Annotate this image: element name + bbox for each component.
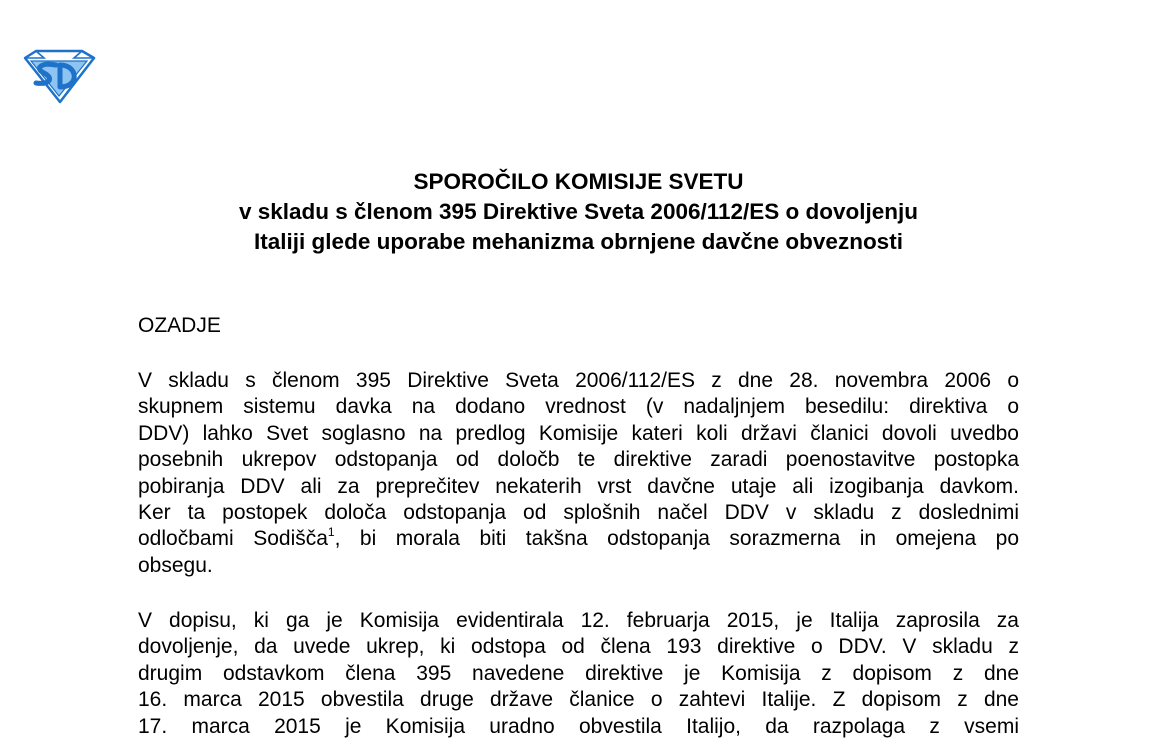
- paragraph-line: [138, 526, 1019, 552]
- paragraph-line: skupnem sistemu davka na dodano vrednost (v nadaljnjem besedilu: direktiva o: [138, 395, 1019, 419]
- line-text: odločbami Sodišča: [138, 527, 328, 551]
- section-heading: OZADJE: [138, 314, 221, 337]
- paragraph-request: [138, 608, 1019, 740]
- paragraph-line: V dopisu, ki ga je Komisija evidentirala 12. februarja 2015, je Italija zaprosila za: [138, 609, 1019, 632]
- paragraph-line: 17. marca 2015 je Komisija uradno obvestila Italijo, da razpolaga z vsemi: [138, 714, 1019, 738]
- line-text: , bi morala biti takšna odstopanja sorazmerna in omejena po: [334, 527, 1019, 551]
- paragraph-line: posebnih ukrepov odstopanja od določb te direktive zaradi poenostavitve postopka: [138, 448, 1019, 472]
- paragraph-line: obsegu.: [138, 553, 213, 577]
- footnote-marker[interactable]: 1: [327, 525, 335, 540]
- title-line: SPOROČILO KOMISIJE SVETU: [413, 169, 744, 194]
- title-line: v skladu s členom 395 Direktive Sveta 2006/112/ES o dovoljenju: [238, 199, 919, 224]
- paragraph-line: V skladu s členom 395 Direktive Sveta 2006/112/ES z dne 28. novembra 2006 o: [138, 369, 1019, 392]
- paragraph-line: Ker ta postopek določa odstopanja od splošnih načel DDV v skladu z doslednimi: [138, 500, 1019, 524]
- sd-shield-logo-icon: [22, 48, 96, 104]
- paragraph-line: 16. marca 2015 obvestila druge države članice o zahtevi Italije. Z dopisom z dne: [138, 688, 1019, 712]
- paragraph-line: drugim odstavkom člena 395 navedene direktive je Komisija z dopisom z dne: [138, 661, 1019, 685]
- paragraph-line: pobiranja DDV ali za preprečitev nekaterih vrst davčne utaje ali izogibanja davkom.: [138, 474, 1019, 498]
- document-title: [0, 167, 1157, 257]
- paragraph-background: [138, 368, 1019, 579]
- title-line: Italiji glede uporabe mehanizma obrnjene davčne obveznosti: [254, 229, 903, 254]
- paragraph-line: dovoljenje, da uvede ukrep, ki odstopa od člena 193 direktive o DDV. V skladu z: [138, 635, 1019, 659]
- paragraph-line: DDV) lahko Svet soglasno na predlog Komisije kateri koli državi članici dovoli uvedbo: [138, 421, 1019, 445]
